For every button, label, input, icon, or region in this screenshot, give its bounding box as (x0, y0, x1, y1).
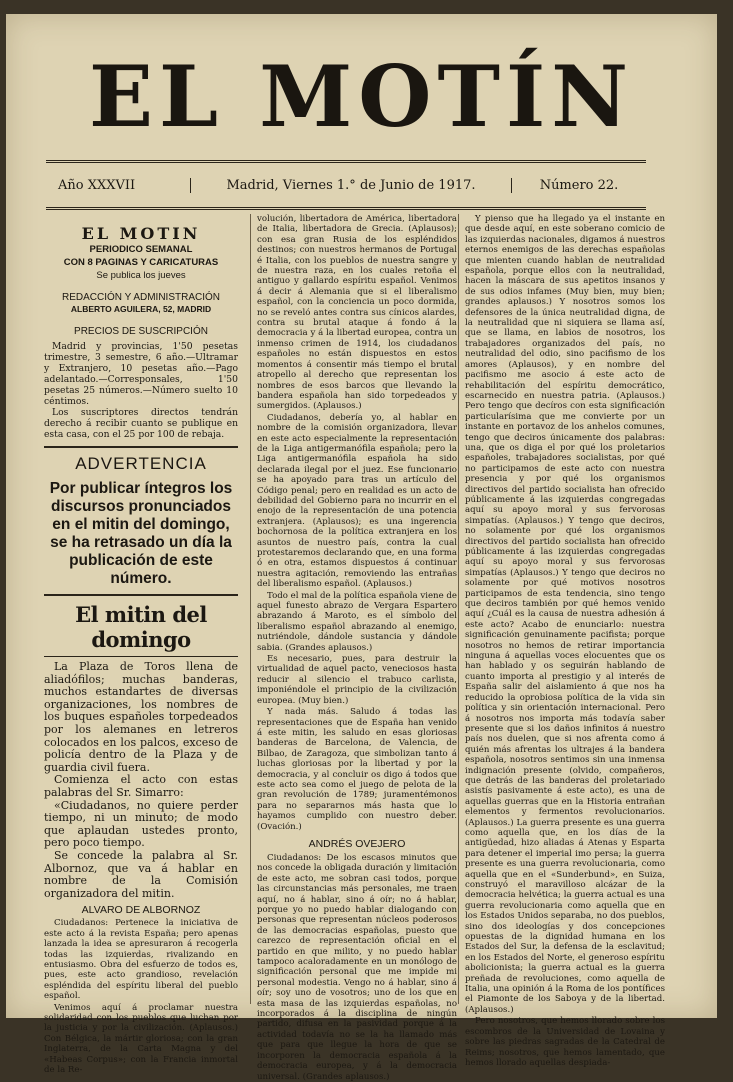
paragraph: Y pienso que ha llegado ya el instante en que desde aquí, en este soberano comicio de las izquierdas nacionales, digamos á nuestros eternos enemigos de las derechas españolas que mienten cuando hablan de neutralidad española, porque ellos con la neutralidad, hacen la máscara de sus apetitos insanos y de sus odios infames (Muy bien, muy bien; grandes aplausos.) Y nosotros somos los defensores de la única neutralidad digna, de la neutralidad que ni siquiera se llama así, que se llama, en labios de nosotros, los trabajadores organizados del país, no neutralidad del odio, sino pacifismo de los amores (Aplausos), y en nombre del pacifismo me asocio á este acto de rehabilitación del espíritu democrático, escarnecido en nuestra patria. (Aplausos.) Pero tengo que decíros con esta significación particularísima que me convierte por un instante en portavoz de los anhelos comunes, tengo que deciros únicamente dos palabras: una, que os diga el por qué los proletarios españoles, trabajadores socialistas, por qué no participamos de este acto con nuestra presencia y por qué los organismos directivos del partido socialista han ofrecido públicamente á las izquierdas congregadas aquí su apoyo moral y sus fervorosas simpatías. (Aplausos.) Y tengo que deciros, no solamente por qué los organismos directivos del partido socialista han ofrecido públicamente á las izquierdas congregadas aquí su apoyo moral y sus fervorosas simpatías (Aplausos.) Y tengo que deciros no solamente por qué motivos nosotros participamos de esta tendencia, sino tengo que deciros también por qué hemos venido aquí ¿Cuál es la causa de nuestra adhesión á este acto? Acabo de enunciarlo: nuestra significación genuinamente pacifista; porque nosotros no hemos de retirar importancia ninguna á aquellas voces elocuentes que os han hablado y os seguirán hablando de cuanto importa al prestigio y al interés de España salir del aislamiento á que nos ha reducido la oprobiosa política de la vida sin política y sin orientación internacional. Pero á nosotros nos importa más todavía saber presente que si los daños infinitos á nuestro país nos duelen, que si nos afrenta como á quién más afrentas los ultrajes á la bandera española, nosotros sentimos sin una inmensa indignación presente (olvido, compañeros, que detrás de las banderas del proletariado asistís pasivamente á este acto), es una de aquellas guerras que en la Historia entrañan elementos y fermentos revolucionarios. (Aplausos.) La guerra presente es una guerra como aquella que, en los días de la antigüedad, hizo aliadas á Atenas y Esparta para detener el imperial imo persa; la guerra presente es una guerra revolucionaria, como aquella que en el «Sunderbund», en Suiza, construyó el maravilloso alcázar de la democracia helvética; la guerra actual es una guerra revolucionaria como aquella que en los Estados Unidos separaba, no dos pueblos, sino dos ideologías y dos concepciones opuestas de la dignidad humana en los Estados del Sur, la defensa de la esclavitud; en los Estados del Norte, el generoso espíritu abolicionista; la guerra actual es la guerra preñada de revoluciones, como aquella de Italia, una opinión á la Roma de los pontífices el Piamonte de los Saboya y de la libertad. (Aplausos.) (465, 214, 665, 1015)
paragraph: Pero nosotros, que hemos llorado sobre los escombros de la Universidad de Lovaina y sobre las piedras sagradas de la Catedral de Reims; nosotros, que hemos lamentado, que hemos llorado aquellas despiada- (465, 1016, 665, 1068)
advertencia-text: Por publicar íntegros los discursos pronunciados en el mitin del domingo, se ha retrasado un día la publicación de este número. (49, 480, 233, 587)
divider (44, 446, 238, 448)
paragraph: Ciudadanos: De los escasos minutos que nos concede la obligada duración y limitación de este acto, me sobran casi todos, porque las circunstancias más personales, me traen aquí, no á hablar, sino á oír; no á hablar, porque yo no puedo hablar dialogando con personas que representan núcleos poderosos de las democracias españolas, puesto que carezco de representación oficial en el partido en que milito, y no puedo hablar tampoco acaloradamente en un monólogo de significación personal que me impide mi personal modestia. Vengo no á hablar, sino á oír; soy uno de vosotros; uno de los que en esta masa de las izquierdas españolas, no incorporados á la disciplina de ningún partido, difusa en la pasividad porque á la actividad todavía no se la ha llamado más que para que llegue la hora de que se incorporen la democracia española á la democracia europea, y á la democracia universal. (Grandes aplausos.) (257, 852, 457, 1082)
column-1 (44, 214, 238, 1075)
divider (44, 656, 238, 657)
address: ALBERTO AGUILERA, 52, MADRID (70, 304, 212, 314)
paragraph: Ciudadanos, debería yo, al hablar en nombre de la comisión organizadora, llevar en este acto especialmente la representación de la Liga antigermanófila española; pero la Liga antigermanófila española ha sido declarada ilegal por el juez. Ese funcionario se ha apoyado para tras un artículo del Código penal; pero en realidad es un acto de debilidad del Gobierno para no incurrir en el enojo de la representación de una potencia extranjera. (Aplausos); es una ingerencia bochornosa de la política extranjera en los asuntos de nuestro país, contra la cual protestaremos declarando que, en una forma ó en otra, estamos dispuestos á continuar nuestra agitación, removiendo las entrañas del liberalismo español. (Aplausos.) (257, 412, 457, 590)
dateline (46, 160, 646, 210)
paragraph: Venimos aquí á proclamar nuestra solidaridad con los pueblos que luchan por la justicia y por la civilización. (Aplausos.) Con Bélgica, la mártir gloriosa; con la gran Inglaterra, de la Carta Magna y del «Habeas Corpus»; con la Francia inmortal de la Re- (44, 1002, 238, 1075)
speaker-2-text (257, 853, 457, 1082)
issue-number: Número 22. (539, 177, 619, 193)
sidebar-subtitle-2: CON 8 PAGINAS Y CARICATURAS (63, 257, 219, 268)
sidebar-subtitle-1: PERIODICO SEMANAL (89, 244, 193, 255)
article-intro (44, 661, 238, 900)
divider (44, 594, 238, 596)
speaker-heading: ALVARO DE ALBORNOZ (81, 904, 201, 917)
masthead-title: EL MOTÍN (88, 47, 635, 146)
advertencia-title: ADVERTENCIA (75, 454, 207, 473)
paragraph: La Plaza de Toros llena de aliadófilos; muchas banderas, muchos estandartes de diversas organizaciones, los nombres de los buques españoles torpedeados por los alemanes en letreros colocados en los palcos, exceso de policía dentro de la Plaza y de guardia civil fuera. (44, 660, 238, 774)
paragraph: Comienza el acto con estas palabras del Sr. Simarro: (44, 773, 238, 799)
column-3 (458, 214, 665, 1068)
paragraph: Ciudadanos: Pertenece la iniciativa de este acto á la revista España; pero apenas lanzada la idea se apresuraron á recogerla todas las izquierdas, rivalizando en entusiasmo. Obra del esfuerzo de todos es, pues, este acto grandioso, revelación espléndida del espíritu liberal del pueblo español. (44, 918, 238, 1002)
column-2-text (257, 214, 457, 832)
redaction-label: REDACCIÓN Y ADMINISTRACIÓN (62, 292, 220, 303)
article-title: El mitin del domingo (75, 602, 207, 652)
prices-text: Madrid y provincias, 1'50 pesetas trimestre, 3 semestre, 6 año.—Ultramar y Extranjero, 10 pesetas año.—Pago adelantado.—Corresponsales, 1'50 pesetas 25 números.—Número suelto 10 céntimos. (44, 341, 238, 407)
prices-title: PRECIOS DE SUSCRIPCIÓN (74, 326, 208, 337)
sidebar-subtitle-3: Se publica los jueves (96, 270, 186, 281)
speaker-1-text (44, 918, 238, 1075)
year-label: Año XXXVII (46, 178, 191, 193)
paragraph: volución, libertadora de América, libertadora de Italia, libertadora de Grecia. (Aplausos); con esa gran Rusia de los espléndidos destinos; con nuestros hermanos de Portugal é Italia, con los pueblos de nuestra sangre y de nuestra raza, en los cuales retoña el antiguo y gallardo espíritu español. Venimos á decir á Alemania que si el liberalismo español, con la conciencia un poco dormida, no se reveló antes contra sus cínicos alardes, contra su brutal ataque á fondo á la democracia y á la libertad europea, contra un inmenso crimen de 1914, los ciudadanos españoles no están dispuestos en estos momentos á consentir más tiempo el brutal atropello al derecho que representan los nombres de esos barcos que llevando la bandera española han sido torpedeados y sumergidos. (Aplausos.) (257, 214, 457, 412)
date-label: Madrid, Viernes 1.° de Junio de 1917. (191, 178, 512, 193)
paragraph: Todo el mal de la política española viene de aquel funesto abrazo de Vergara Espartero abrazando á Maroto, es el símbolo del liberalismo español abrazando al enemigo, nutriéndole, dándole sustancia y dándole sabia. (Grandes aplausos.) (257, 590, 457, 653)
column-3-text (465, 214, 665, 1068)
column-2 (250, 214, 457, 1082)
paragraph: Se concede la palabra al Sr. Albornoz, que va á hablar en nombre de la Comisión organizadora del mitin. (44, 848, 238, 900)
paragraph: «Ciudadanos, no quiere perder tiempo, ni un minuto; de modo que aplaudan ustedes pronto, pero poco tiempo. (44, 798, 238, 850)
sidebar-title: EL MOTIN (81, 224, 201, 243)
paragraph: Y nada más. Saludo á todas las representaciones que de España han venido á este mitin, les saludo en esas gloriosas banderas de Barcelona, de Valencia, de Bilbao, de Zaragoza, que simbolizan tanto á luchas gloriosas por la libertad y por la democracia, y al concluir os digo á todos que este acto sea como el juego de pelota de la gran revolución de 1789; juramentémonos para no separarnos más hasta que lo hayamos cumplido con nuestro deber. (Ovación.) (257, 707, 457, 832)
subscribers-text: Los suscriptores directos tendrán derecho á recibir cuanto se publique en esta casa, con el 25 por 100 de rebaja. (44, 407, 238, 440)
speaker-heading: ANDRÉS OVEJERO (308, 837, 406, 850)
paragraph: Es necesario, pues, para destruir la virtualidad de aquel pacto, veneciosos hasta reducir al silencio el trabuco carlista, imponiéndole el principio de la civilización europea. (Muy bien.) (257, 654, 457, 706)
newspaper-page (6, 14, 717, 1082)
prices-block (44, 341, 238, 440)
